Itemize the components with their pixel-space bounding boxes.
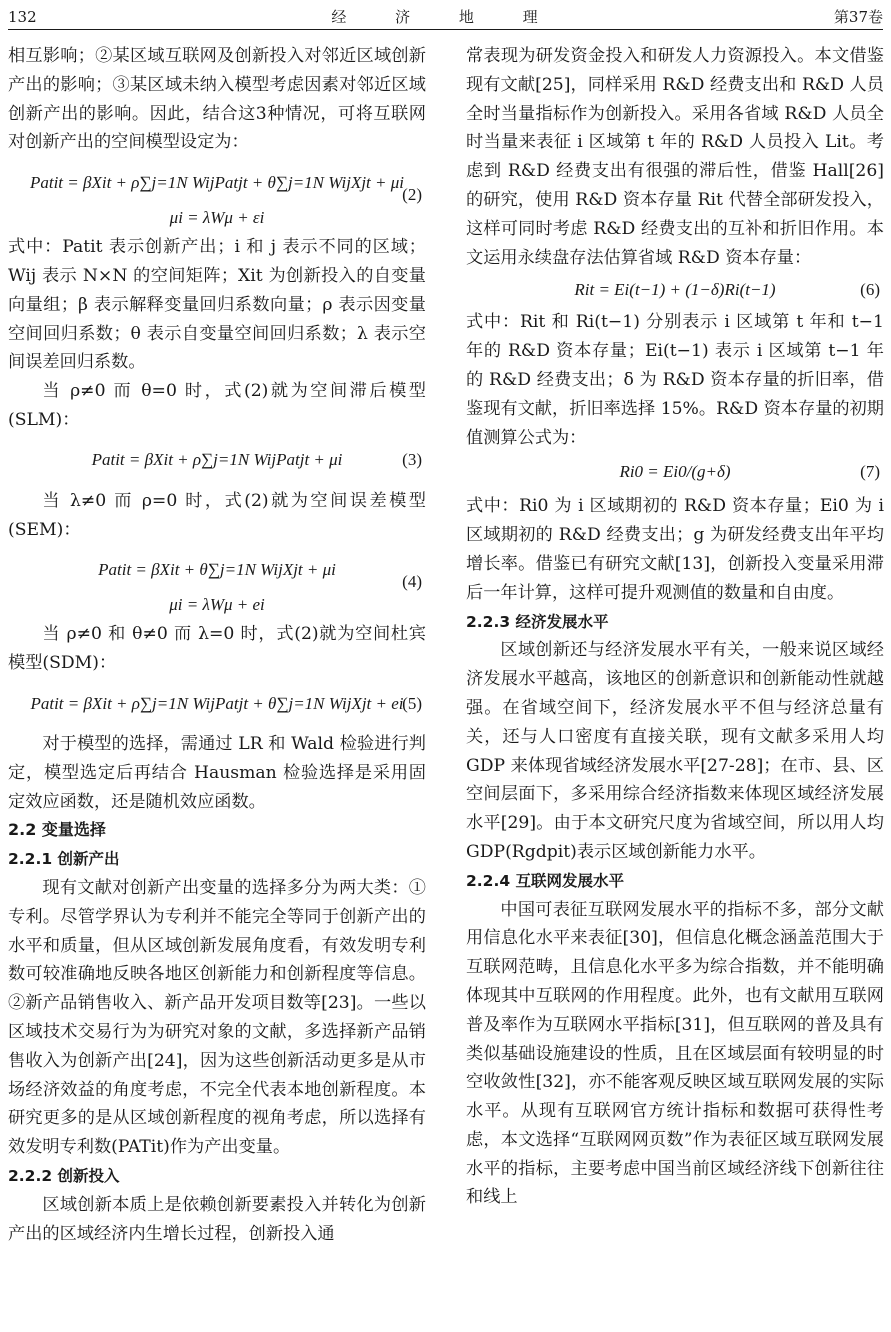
equation-number: (4): [402, 572, 422, 592]
equation-6: Rit = Ei(t−1) + (1−δ)Ri(t−1) (6): [466, 272, 884, 308]
paragraph: 式中：Ri0 为 i 区域期初的 R&D 资本存量；Ei0 为 i 区域期初的 R&D 经费支出；g 为研发经费支出年平均增长率。借鉴已有研究文献[13]，创新投入变量采用滞后一年计算，这样可提升观测值的数量和自由度。: [466, 496, 884, 603]
journal-title: 经 济 地 理: [331, 8, 560, 26]
equation-number: (6): [860, 279, 880, 299]
equation-5: Patit = βXit + ρ∑j=1N WijPatjt + θ∑j=1N WijXjt + ei (5): [8, 678, 426, 730]
section-heading: 2.2 变量选择: [8, 820, 106, 840]
paragraph: 现有文献对创新产出变量的选择多分为两大类：①专利。尽管学界认为专利并不能完全等同于创新产出的水平和质量，但从区域创新发展角度看，有效发明专利数可较准确地反映各地区创新能力和创新程度等信息。②新产品销售收入、新产品开发项目数等[23]。一些以区域技术交易行为为研究对象的文献，多选择新产品销售收入为创新产出[24]，因为这些创新活动更多是从市场经济效益的角度考虑，不完全代表本地创新程度。本研究更多的是从区域创新程度的视角考虑，所以选择有效发明专利数(PATit)作为产出变量。: [8, 877, 426, 1158]
paragraph: 中国可表征互联网发展水平的指标不多，部分文献用信息化水平来表征[30]，但信息化概念涵盖范围大于互联网范畴，且信息化水平多为综合指数，并不能明确体现其中互联网的作用程度。此外，也有文献用互联网普及率作为互联网水平指标[31]，但互联网的普及具有类似基础设施建设的性质，且在区域层面有较明显的时空收敛性[32]，亦不能客观反映区域互联网发展的实际水平。从现有互联网官方统计指标和数据可获得性考虑，本文选择“互联网网页数”作为表征区域互联网发展水平的指标，主要考虑中国当前区域经济线下创新往往和线上: [466, 899, 884, 1208]
subsection-heading: 2.2.1 创新产出: [8, 850, 120, 869]
equation-4-line2: μi = λWμ + ei (4): [8, 590, 426, 620]
paragraph: 当 λ≠0 而 ρ=0 时，式(2)就为空间误差模型(SEM)：: [8, 490, 426, 540]
equation-3: Patit = βXit + ρ∑j=1N WijPatjt + μi (3): [8, 435, 426, 487]
left-column: [8, 42, 426, 1248]
equation-7: Ri0 = Ei0/(g+δ) (7): [466, 452, 884, 492]
paragraph: 式中：Patit 表示创新产出；i 和 j 表示不同的区域；Wij 表示 N×N 的空间矩阵；Xit 为创新投入的自变量向量组；β 表示解释变量回归系数向量；ρ 表示因变量空间回归系数；θ 表示自变量空间回归系数；λ 表示空间误差回归系数。: [8, 237, 427, 373]
equation-2-line2: μi = λWμ + εi (2): [8, 203, 426, 233]
subsection-heading: 2.2.4 互联网发展水平: [466, 871, 625, 890]
equation-number: (3): [402, 450, 422, 470]
paragraph: 式中：Rit 和 Ri(t−1) 分别表示 i 区域第 t 年和 t−1 年的 R&D 资本存量；Ei(t−1) 表示 i 区域第 t−1 年的 R&D 经费支出；δ 为 R&D 资本存量的折旧率，借鉴现有文献，折旧率选择 15%。R&D 资本存量的初期值测算公式为：: [466, 312, 884, 448]
paragraph: 当 ρ≠0 和 θ≠0 而 λ=0 时，式(2)就为空间杜宾模型(SDM)：: [8, 624, 426, 674]
equation-number: (2): [402, 185, 422, 205]
equation-number: (7): [860, 461, 880, 481]
subsection-heading: 2.2.3 经济发展水平: [466, 612, 609, 631]
paragraph: 对于模型的选择，需通过 LR 和 Wald 检验进行判定，模型选定后再结合 Hausman 检验选择是采用固定效应函数，还是随机效应函数。: [8, 733, 426, 812]
paragraph: 区域创新还与经济发展水平有关，一般来说区域经济发展水平越高，该地区的创新意识和创新能动性就越强。在省域空间下，经济发展水平不但与经济总量有关，还与人口密度有直接关联，现有文献多采用人均 GDP 来体现省域经济发展水平[27-28]；在市、县、区空间层面下，多采用综合经济指数来体现区域经济发展水平[29]。由于本文研究尺度为省域空间，所以用人均 GDP(Rgdpit)表示区域创新能力水平。: [466, 640, 884, 862]
paragraph: 相互影响；②某区域互联网及创新投入对邻近区域创新产出的影响；③某区域未纳入模型考虑因素对邻近区域创新产出的影响。因此，结合这3种情况，可将互联网对创新产出的空间模型设定为：: [8, 46, 426, 153]
paragraph: 常表现为研发资金投入和研发人力资源投入。本文借鉴现有文献[25]，同样采用 R&D 经费支出和 R&D 人员全时当量指标作为创新投入。采用各省域 R&D 人员全时当量来表征 i 区域第 t 年的 R&D 人员投入 Lit。考虑到 R&D 经费支出有很强的滞后性，借鉴 Hall[26] 的研究，使用 R&D 资本存量 Rit 代替全部研发投入，这样可同时考虑 R&D 经费支出的互补和折旧作用。本文运用永续盘存法估算省域 R&D 资本存量：: [466, 46, 884, 268]
paragraph: 区域创新本质上是依赖创新要素投入并转化为创新产出的区域经济内生增长过程，创新投入通: [8, 1194, 426, 1244]
subsection-heading: 2.2.2 创新投入: [8, 1166, 120, 1185]
equation-2-line1: Patit = βXit + ρ∑j=1N WijPatjt + θ∑j=1N WijXjt + μi: [29, 172, 405, 192]
volume-label: 第37卷: [833, 8, 883, 26]
equation-4-line1: Patit = βXit + θ∑j=1N WijXjt + μi: [98, 559, 336, 579]
running-header: [8, 6, 883, 28]
right-column: [466, 42, 884, 1212]
header-rule: [8, 29, 883, 30]
page-number: 132: [8, 8, 37, 26]
paragraph: 当 ρ≠0 而 θ=0 时，式(2)就为空间滞后模型(SLM)：: [8, 381, 426, 430]
equation-number: (5): [402, 693, 422, 713]
